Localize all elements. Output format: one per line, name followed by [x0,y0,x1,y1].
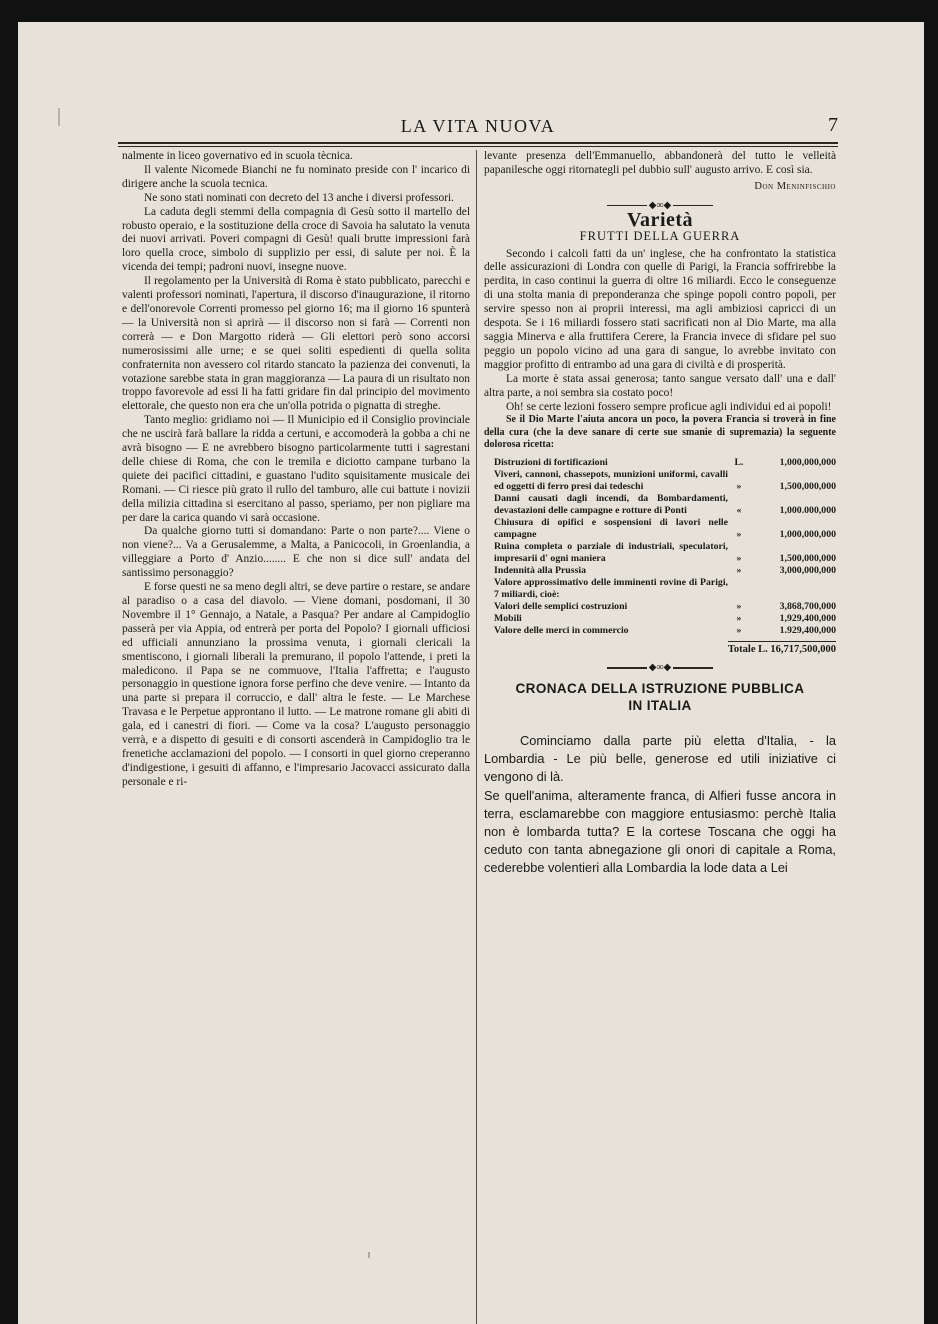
table-total [484,641,836,656]
total-label: Totale L. [727,644,768,656]
table-row [484,457,836,469]
cronaca-body [484,732,836,878]
table-row [484,601,836,613]
table-row [484,469,836,493]
article-paragraph: Il regolamento per la Università di Roma è stato pubblicato, parecchi e valenti professori nominati, l'apertura, il discorso d'inaugurazione, il ritorno e dell'onorevole Correnti promesso pel giorno 16; ma il giorno 16 spunterà — la Università non si aprirà — il discorso non si farà — Correnti non correrà — e Don Margotto riderà — Gli elettori però sono accorsi numerosissimi alle urne; e se quei soliti espedienti di quella solita confraternita non avessero col ritardo stancato la pazienza dei convenuti, la votazione sarebbe stata in gran maggioranza — La paura di un risultato non troppo favorevole ad essi li ha fatti gridare fin dal principio del movimento elettorale, che questo non era che un'olla potrida o pignatta di streghe. [122,275,470,413]
row-mark: » [736,625,742,637]
row-amount: 1,000,000,000 [779,529,836,541]
left-column [122,150,470,790]
cronaca-paragraph: Se quell'anima, alteramente franca, di Alfieri fusse ancora in terra, esclamarebbe con maggiore entusiasmo: perchè Italia non è lombarda tutta? E la cortese Toscana che oggi ha ceduto con tanta abnegazione gli onori di capitale a Roma, cederebbe volentieri alla Lombardia la lode data a Lei [484,787,836,876]
paper-speck [368,1252,370,1258]
row-amount: 1,000,000,000 [779,457,836,469]
row-mark: » [736,553,742,565]
cronaca-paragraph: Cominciamo dalla parte più eletta d'Italia, - la Lombardia - Le più belle, generose ed utili iniziative ci vengono di là. [484,733,836,785]
row-mark: « [736,505,742,517]
column-divider [476,150,477,1324]
table-row [484,493,836,517]
header-rule-thin [118,146,838,147]
author-signature: Don Meninfischio [754,180,836,192]
row-mark: » [736,601,742,613]
row-description: Chiusura di opifici e sospensioni di lavori nelle campagne [494,517,728,541]
ornament-knot-icon: ◆∞◆ [648,199,672,211]
row-description: Distruzioni di fortificazioni [494,457,608,469]
table-row [484,577,836,601]
page-number: 7 [828,114,838,136]
section-title: Varietà [626,208,694,231]
row-description: Valore delle merci in commercio [494,625,629,637]
row-mark: » [736,529,742,541]
row-description: Mobili [494,613,522,625]
article-paragraph: Il valente Nicomede Bianchi ne fu nominato preside con l' incarico di dirigere anche la scuola tecnica. [122,163,470,190]
row-mark: » [736,613,742,625]
paper-speck [58,108,60,126]
row-description: Valore approssimativo delle imminenti rovine di Parigi, 7 miliardi, cioè: [494,577,728,601]
article-paragraph: Da qualche giorno tutti si domandano: Parte o non parte?.... Viene o non viene?... Va a Gerusalemme, a Malta, a Panicocoli, in Groenlandia, a villeggiare a Porto d' Anzio........ E che non si dice sull' andata del santissimo personaggio? [122,525,470,580]
ornament-line [673,205,713,207]
right-column [484,150,836,878]
article-paragraph: Tanto meglio: gridiamo noi — Il Municipio ed il Consiglio provinciale che ne uscirà farà ballare la ridda a certuni, e accomoderà la gobba a chi ne avrà bisogno — E ne avrebbero bisogno particolarmente tutti i sagrestani delle chiese di Roma, che con le tremila e diciotto campane turbano la quiete dei pacifici cittadini, e guastano l'udito squisitamente musicale dei Romani. — Ci riesce più grato il rullo del tamburo, alle cui battute i novizii della milizia cittadina si esercitano al passo, speriamo, per non pigliare ma per dare la carica quando vi sarà occasione. [122,414,470,524]
article-continuation: levante presenza dell'Emmanuello, abbandonerà del tutto le velleità papanilesche oggi ritornategli pel dubbio sull' augusto arrivo. E così sia. [484,150,836,176]
row-description: Indennità alla Prussia [494,565,587,577]
row-description: Viveri, cannoni, chassepots, munizioni uniformi, cavalli ed oggetti di ferro presi dai tedeschi [494,469,728,493]
row-amount: 1,000.000,000 [779,505,836,517]
row-amount: 1.929,400,000 [779,625,836,637]
section-subtitle: FRUTTI DELLA GUERRA [579,228,741,243]
ornament-knot-icon: ◆∞◆ [648,662,672,674]
ornament-line [673,667,713,669]
article-paragraph: La caduta degli stemmi della compagnia di Gesù sotto il martello del robusto operaio, e la sostituzione della croce di Savoia ha salutato la venuta dei nuovi arrivati. Poveri compagni di Gesù! quali brutte impressioni farà loro quella croce, simbolo di supplizio per essi, di salute per noi. È la vicenda dei tempi; padroni nuovi, insegne nuove. [122,205,470,274]
row-amount: 3,000,000,000 [779,565,836,577]
total-amount: 16,717,500,000 [770,644,836,656]
ornament-line [607,667,647,669]
row-mark: » [736,565,742,577]
row-mark: » [736,481,742,493]
losses-table [484,457,836,656]
row-description: Ruina completa o parziale di industriali, speculatori, impresarii d' ogni maniera [494,541,728,565]
row-mark: L. [734,457,744,469]
row-amount: 1,500,000,000 [779,553,836,565]
recipe-intro: Se il Dio Marte l'aiuta ancora un poco, la povera Francia si troverà in fine della cura (che la deve sanare di certe sue smanie di supremazia) la seguente dolorosa ricetta: [484,414,836,450]
row-amount: 1,500,000,000 [779,481,836,493]
section-title [484,680,836,714]
varieta-paragraph: Secondo i calcoli fatti da un' inglese, che ha confrontato la statistica delle assicurazioni di Londra con quelle di Parigi, la Francia soffrirebbe la perdita, in caso continui la guerra di oltre 16 miliardi. Ecco le conseguenze di una stolta mania di preponderanza che spinge popoli contro popoli, per servire spesso non ai proprii interessi, ma agli ambiziosi capricci di un despota. Se i 16 miliardi fossero stati sacrificati non al Dio Marte, ma alla saggia Minerva e alla fruttifera Cerere, la Francia invece di sfidare pel suo peggio un popolo vicino ad una gara di sangue, lo avrebbe invitato con maggior profitto di entrambo ad una gara di civiltà e di prosperità. [484,247,836,371]
section-ornament [484,664,836,672]
table-row [484,517,836,541]
article-paragraph: E forse questi ne sa meno degli altri, se deve partire o restare, se andare al paradiso o a casa del diavolo. — Viene domani, posdomani, il 30 Novembre il 1° Gennajo, a Natale, a Pasqua? Per andare al Campidoglio passerà per via Appia, od entrerà per porta del Popolo? I giornali ufficiosi ed ufficiali annunziano la prossima venuta, i giornali clericali la smentiscono, i giornali liberali la premurano, il popolo l'attende, i preti la maledicono. il Papa se ne commuove, l'Italia l'affretta; e l'augusto personaggio in questione ignora forse perfino che deve venire. — Intanto da una parte si prepara il corruccio, e dall' altra le feste. — Le Marchese Travasa e le Perpetue approntano il lutto. — Le matrone romane gli abiti di gala, ed i canestri di fiori. — Come va la cosa? L'augusto personaggio verrà, e a dispetto di gesuiti e di consorti ascenderà in Campidoglio tra le frenetiche acclamazioni del popolo. — I consorti in quel giorno creperanno d'indigestione, i gesuiti di affanno, e l'impresario Jacovacci assicurato dalla personale e ri- [122,581,470,788]
row-description: Valori delle semplici costruzioni [494,601,628,613]
newspaper-page [18,22,924,1324]
table-row [484,541,836,565]
row-amount: 1,929,400,000 [779,613,836,625]
ornament-line [607,205,647,207]
row-description: Danni causati dagli incendi, da Bombardamenti, devastazioni delle campagne e rotture di Ponti [494,493,728,517]
title-line: IN ITALIA [628,698,692,714]
header-rule-thick [118,142,838,144]
article-paragraph: nalmente in liceo governativo ed in scuola tècnica. [122,150,353,162]
title-line: CRONACA DELLA ISTRUZIONE PUBBLICA [515,681,805,697]
newspaper-title: LA VITA NUOVA [400,116,556,136]
table-row [484,565,836,577]
page-header [118,116,838,140]
total-line [728,641,836,656]
varieta-paragraph: La morte è stata assai generosa; tanto sangue versato dall' una e dall' altra parte, a noi sembra sia costato poco! [484,372,836,399]
article-paragraph: Ne sono stati nominati con decreto del 13 anche i diversi professori. [144,191,454,204]
row-amount: 3,868,700,000 [779,601,836,613]
varieta-paragraph: Oh! se certe lezioni fossero sempre proficue agli individui ed ai popoli! [506,400,832,413]
table-row [484,613,836,625]
table-row [484,625,836,637]
